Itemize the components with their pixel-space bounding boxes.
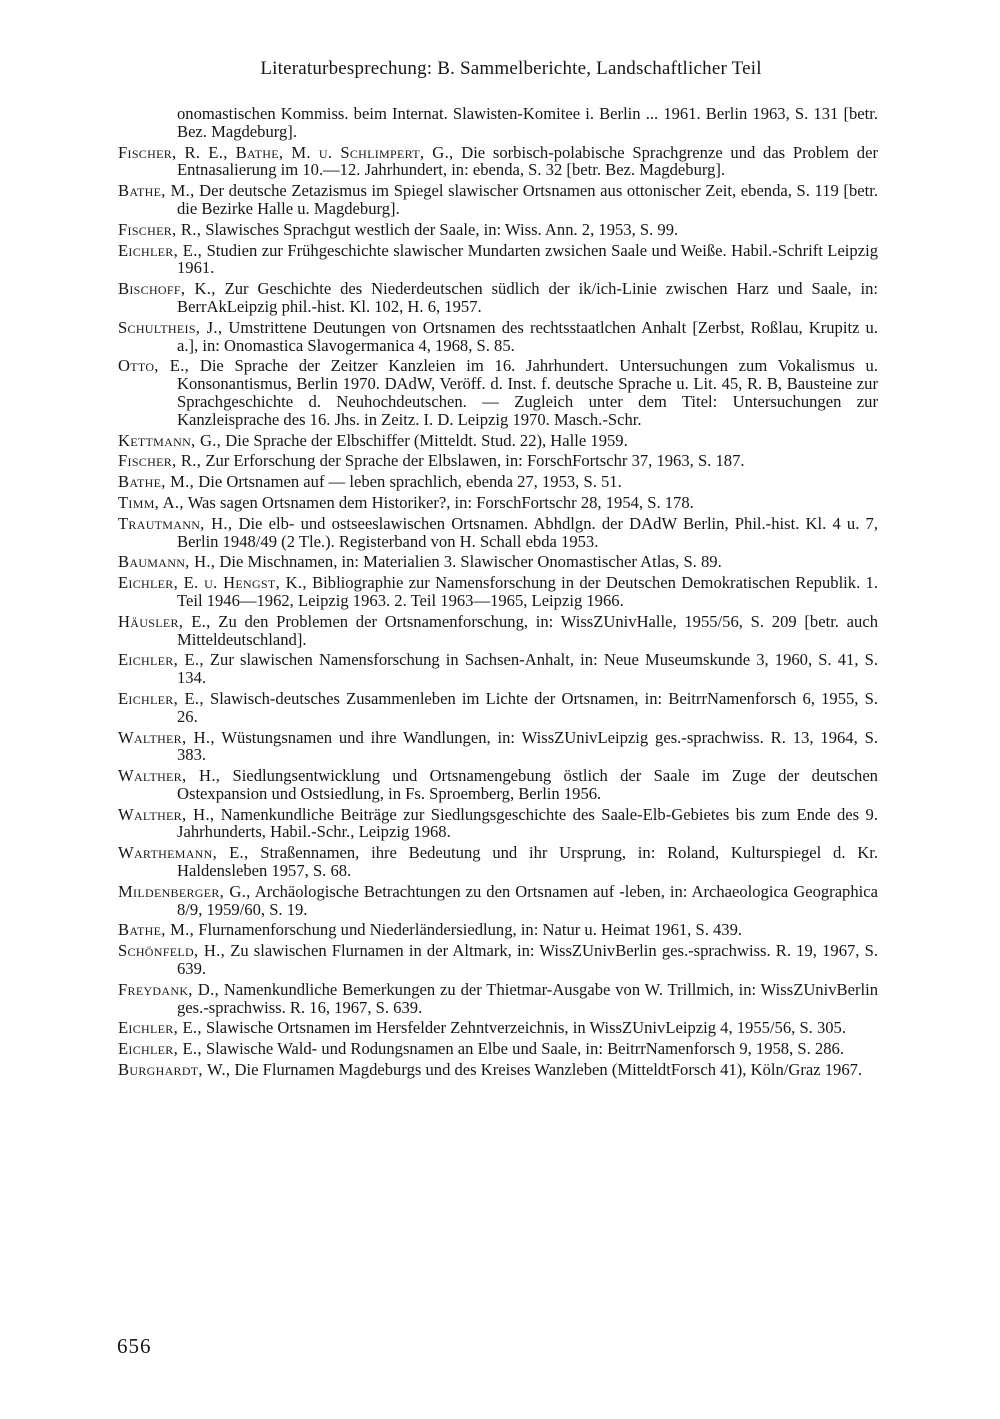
reference-author: Freydank, D., (118, 979, 220, 999)
reference-author: Baumann, H., (118, 552, 216, 572)
reference-entry (118, 432, 878, 450)
reference-author: Mildenberger, G., (118, 881, 251, 901)
reference-entry (118, 806, 878, 842)
reference-list (118, 105, 878, 1082)
reference-author: Eichler, E. u. Hengst, K., (118, 573, 307, 593)
reference-text: Archäologische Betrachtungen zu den Ortsnamen auf -leben, in: Archaeologica Geographica 8/9, 1959/60, S. 19. (177, 881, 878, 919)
reference-text: Die Flurnamen Magdeburgs und des Kreises Wanzleben (MitteldtForsch 41), Köln/Graz 1967. (230, 1060, 863, 1080)
reference-text: Flurnamenforschung und Niederländersiedlung, in: Natur u. Heimat 1961, S. 439. (194, 920, 743, 940)
reference-author: Bischoff, K., (118, 279, 216, 299)
reference-entry (118, 494, 878, 512)
reference-text: Bibliographie zur Namensforschung in der Deutschen Demokratischen Republik. 1. Teil 1946—1962, Leipzig 1963. 2. Teil 1963—1965, Leipzig 1966. (177, 573, 878, 610)
reference-entry (118, 473, 878, 491)
reference-entry (118, 921, 878, 939)
reference-author: Walther, H., (118, 766, 221, 786)
reference-author: Walther, H., (118, 727, 215, 747)
reference-text: Zur Erforschung der Sprache der Elbslawen, in: ForschFortschr 37, 1963, S. 187. (201, 451, 745, 471)
reference-author: Fischer, R., (118, 219, 202, 239)
reference-author: Bathe, M., (118, 920, 195, 940)
reference-text: onomastischen Kommiss. beim Internat. Slawisten-Komitee i. Berlin ... 1961. Berlin 1963, S. 131 [betr. Bez. Magdeburg]. (177, 104, 878, 141)
reference-text: Zu slawischen Flurnamen in der Altmark, in: WissZUnivBerlin ges.-sprachwiss. R. 19, 1967, S. 639. (177, 941, 878, 979)
reference-entry (118, 553, 878, 571)
reference-entry (118, 883, 878, 919)
reference-text: Zur Geschichte des Niederdeutschen südlich der ik/ich-Linie zwischen Harz und Saale, in: BerrAkLeipzig phil.-hist. Kl. 102, H. 6, 1957. (177, 279, 879, 316)
reference-text: Slawische Wald- und Rodungsnamen an Elbe und Saale, in: BeitrrNamenforsch 9, 1958, S. 286. (201, 1039, 844, 1059)
reference-author: Otto, E., (118, 356, 190, 376)
reference-text: Die elb- und ostseeslawischen Ortsnamen. Abhdlgn. der DAdW Berlin, Phil.-hist. Kl. 4 u. 7, Berlin 1948/49 (2 Tle.). Registerband von H. Schall ebda 1953. (177, 513, 878, 551)
reference-entry (118, 729, 878, 765)
reference-text: Slawisch-deutsches Zusammenleben im Lichte der Ortsnamen, in: BeitrrNamenforsch 6, 1955, S. 26. (177, 688, 878, 726)
running-head: Literaturbesprechung: B. Sammelberichte, Landschaftlicher Teil (260, 58, 762, 79)
reference-entry (118, 1040, 878, 1058)
reference-entry (118, 242, 878, 278)
page-number: 656 (117, 1334, 152, 1358)
reference-entry (118, 452, 878, 470)
reference-author: Häusler, E., (118, 611, 211, 631)
reference-author: Timm, A., (118, 492, 184, 512)
reference-entry (118, 690, 878, 726)
reference-text: Was sagen Ortsnamen dem Historiker?, in: ForschFortschr 28, 1954, S. 178. (183, 492, 694, 512)
reference-text: Die Ortsnamen auf — leben sprachlich, ebenda 27, 1953, S. 51. (194, 472, 622, 492)
reference-entry (118, 357, 878, 428)
reference-entry (118, 182, 878, 218)
reference-text: Die Mischnamen, in: Materialien 3. Slawischer Onomastischer Atlas, S. 89. (215, 552, 722, 572)
reference-text: Der deutsche Zetazismus im Spiegel slawischer Ortsnamen aus ottonischer Zeit, ebenda, S. 119 [betr. die Bezirke Halle u. Magdeburg]. (177, 181, 878, 218)
reference-entry (118, 767, 878, 803)
reference-author: Eichler, E., (118, 688, 204, 708)
reference-author: Schönfeld, H., (118, 941, 226, 961)
reference-text: Slawisches Sprachgut westlich der Saale, in: Wiss. Ann. 2, 1953, S. 99. (201, 219, 679, 239)
reference-entry (118, 1019, 878, 1037)
reference-text: Namenkundliche Beiträge zur Siedlungsgeschichte des Saale-Elb-Gebietes bis zum Ende des 9. Jahrhunderts, Habil.-Schr., Leipzig 1968. (177, 804, 878, 842)
reference-author: Eichler, E., (118, 240, 203, 260)
reference-author: Eichler, E., (118, 1018, 202, 1038)
reference-author: Bathe, M., (118, 472, 195, 492)
reference-text: Namenkundliche Bemerkungen zu der Thietmar-Ausgabe von W. Trillmich, in: WissZUnivBerlin ges.-sprachwiss. R. 16, 1967, S. 639. (177, 979, 878, 1017)
reference-entry (118, 651, 878, 687)
reference-text: Zu den Problemen der Ortsnamenforschung, in: WissZUnivHalle, 1955/56, S. 209 [betr. auch Mitteldeutschland]. (177, 611, 879, 649)
reference-entry (118, 144, 878, 180)
reference-entry (118, 319, 878, 355)
reference-author: Fischer, R. E., Bathe, M. u. Schlimpert, G., (118, 142, 454, 162)
reference-entry (118, 1061, 878, 1079)
reference-text: Umstrittene Deutungen von Ortsnamen des rechtsstaatlchen Anhalt [Zerbst, Roßlau, Krupitz u. a.], in: Onomastica Slavogermanica 4, 1968, S. 85. (177, 317, 878, 355)
reference-text: Wüstungsnamen und ihre Wandlungen, in: WissZUnivLeipzig ges.-sprachwiss. R. 13, 1964, S. 383. (177, 727, 878, 765)
reference-text: Die Sprache der Zeitzer Kanzleien im 16. Jahrhundert. Untersuchungen zum Vokalismus u. Konsonantismus, Berlin 1970. DAdW, Veröff. d. Inst. f. deutsche Sprache u. Lit. 45, R. B, Bausteine zur Sprachgeschichte d. Neuhochdeutschen. — Zugleich unter dem Titel: Untersuchungen zur Kanzleisprache des 16. Jhs. in Zeitz. I. D. Leipzig 1970. Masch.-Schr. (177, 356, 878, 429)
reference-text: Straßennamen, ihre Bedeutung und ihr Ursprung, in: Roland, Kulturspiegel d. Kr. Haldensleben 1957, S. 68. (177, 843, 878, 881)
reference-entry (118, 105, 878, 141)
reference-text: Studien zur Frühgeschichte slawischer Mundarten zwsichen Saale und Weiße. Habil.-Schrift Leipzig 1961. (177, 240, 878, 278)
reference-author: Kettmann, G., (118, 430, 222, 450)
reference-author: Fischer, R., (118, 451, 202, 471)
reference-text: Siedlungsentwicklung und Ortsnamengebung östlich der Saale im Zuge der deutschen Ostexpansion und Ostsiedlung, in Fs. Sproemberg, Berlin 1956. (177, 766, 878, 803)
reference-author: Eichler, E., (118, 650, 204, 670)
reference-entry (118, 942, 878, 978)
reference-author: Eichler, E., (118, 1039, 202, 1059)
reference-author: Burghardt, W., (118, 1060, 231, 1080)
reference-entry (118, 515, 878, 551)
reference-author: Trautmann, H., (118, 513, 233, 533)
reference-author: Walther, H., (118, 804, 215, 824)
reference-text: Die sorbisch-polabische Sprachgrenze und das Problem der Entnasalierung im 10.—12. Jahrhundert, in: ebenda, S. 32 [betr. Bez. Magdeburg]. (177, 142, 878, 180)
reference-author: Warthemann, E., (118, 843, 249, 863)
reference-entry (118, 981, 878, 1017)
reference-author: Bathe, M., (118, 181, 195, 201)
reference-text: Zur slawischen Namensforschung in Sachsen-Anhalt, in: Neue Museumskunde 3, 1960, S. 41, S. 134. (177, 650, 878, 688)
reference-entry (118, 280, 878, 316)
reference-entry (118, 574, 878, 610)
reference-entry (118, 844, 878, 880)
reference-text: Die Sprache der Elbschiffer (Mitteldt. Stud. 22), Halle 1959. (221, 430, 628, 450)
reference-entry (118, 221, 878, 239)
reference-entry (118, 613, 878, 649)
reference-text: Slawische Ortsnamen im Hersfelder Zehntverzeichnis, in WissZUnivLeipzig 4, 1955/56, S. 305. (201, 1018, 847, 1038)
reference-author: Schultheis, J., (118, 317, 223, 337)
